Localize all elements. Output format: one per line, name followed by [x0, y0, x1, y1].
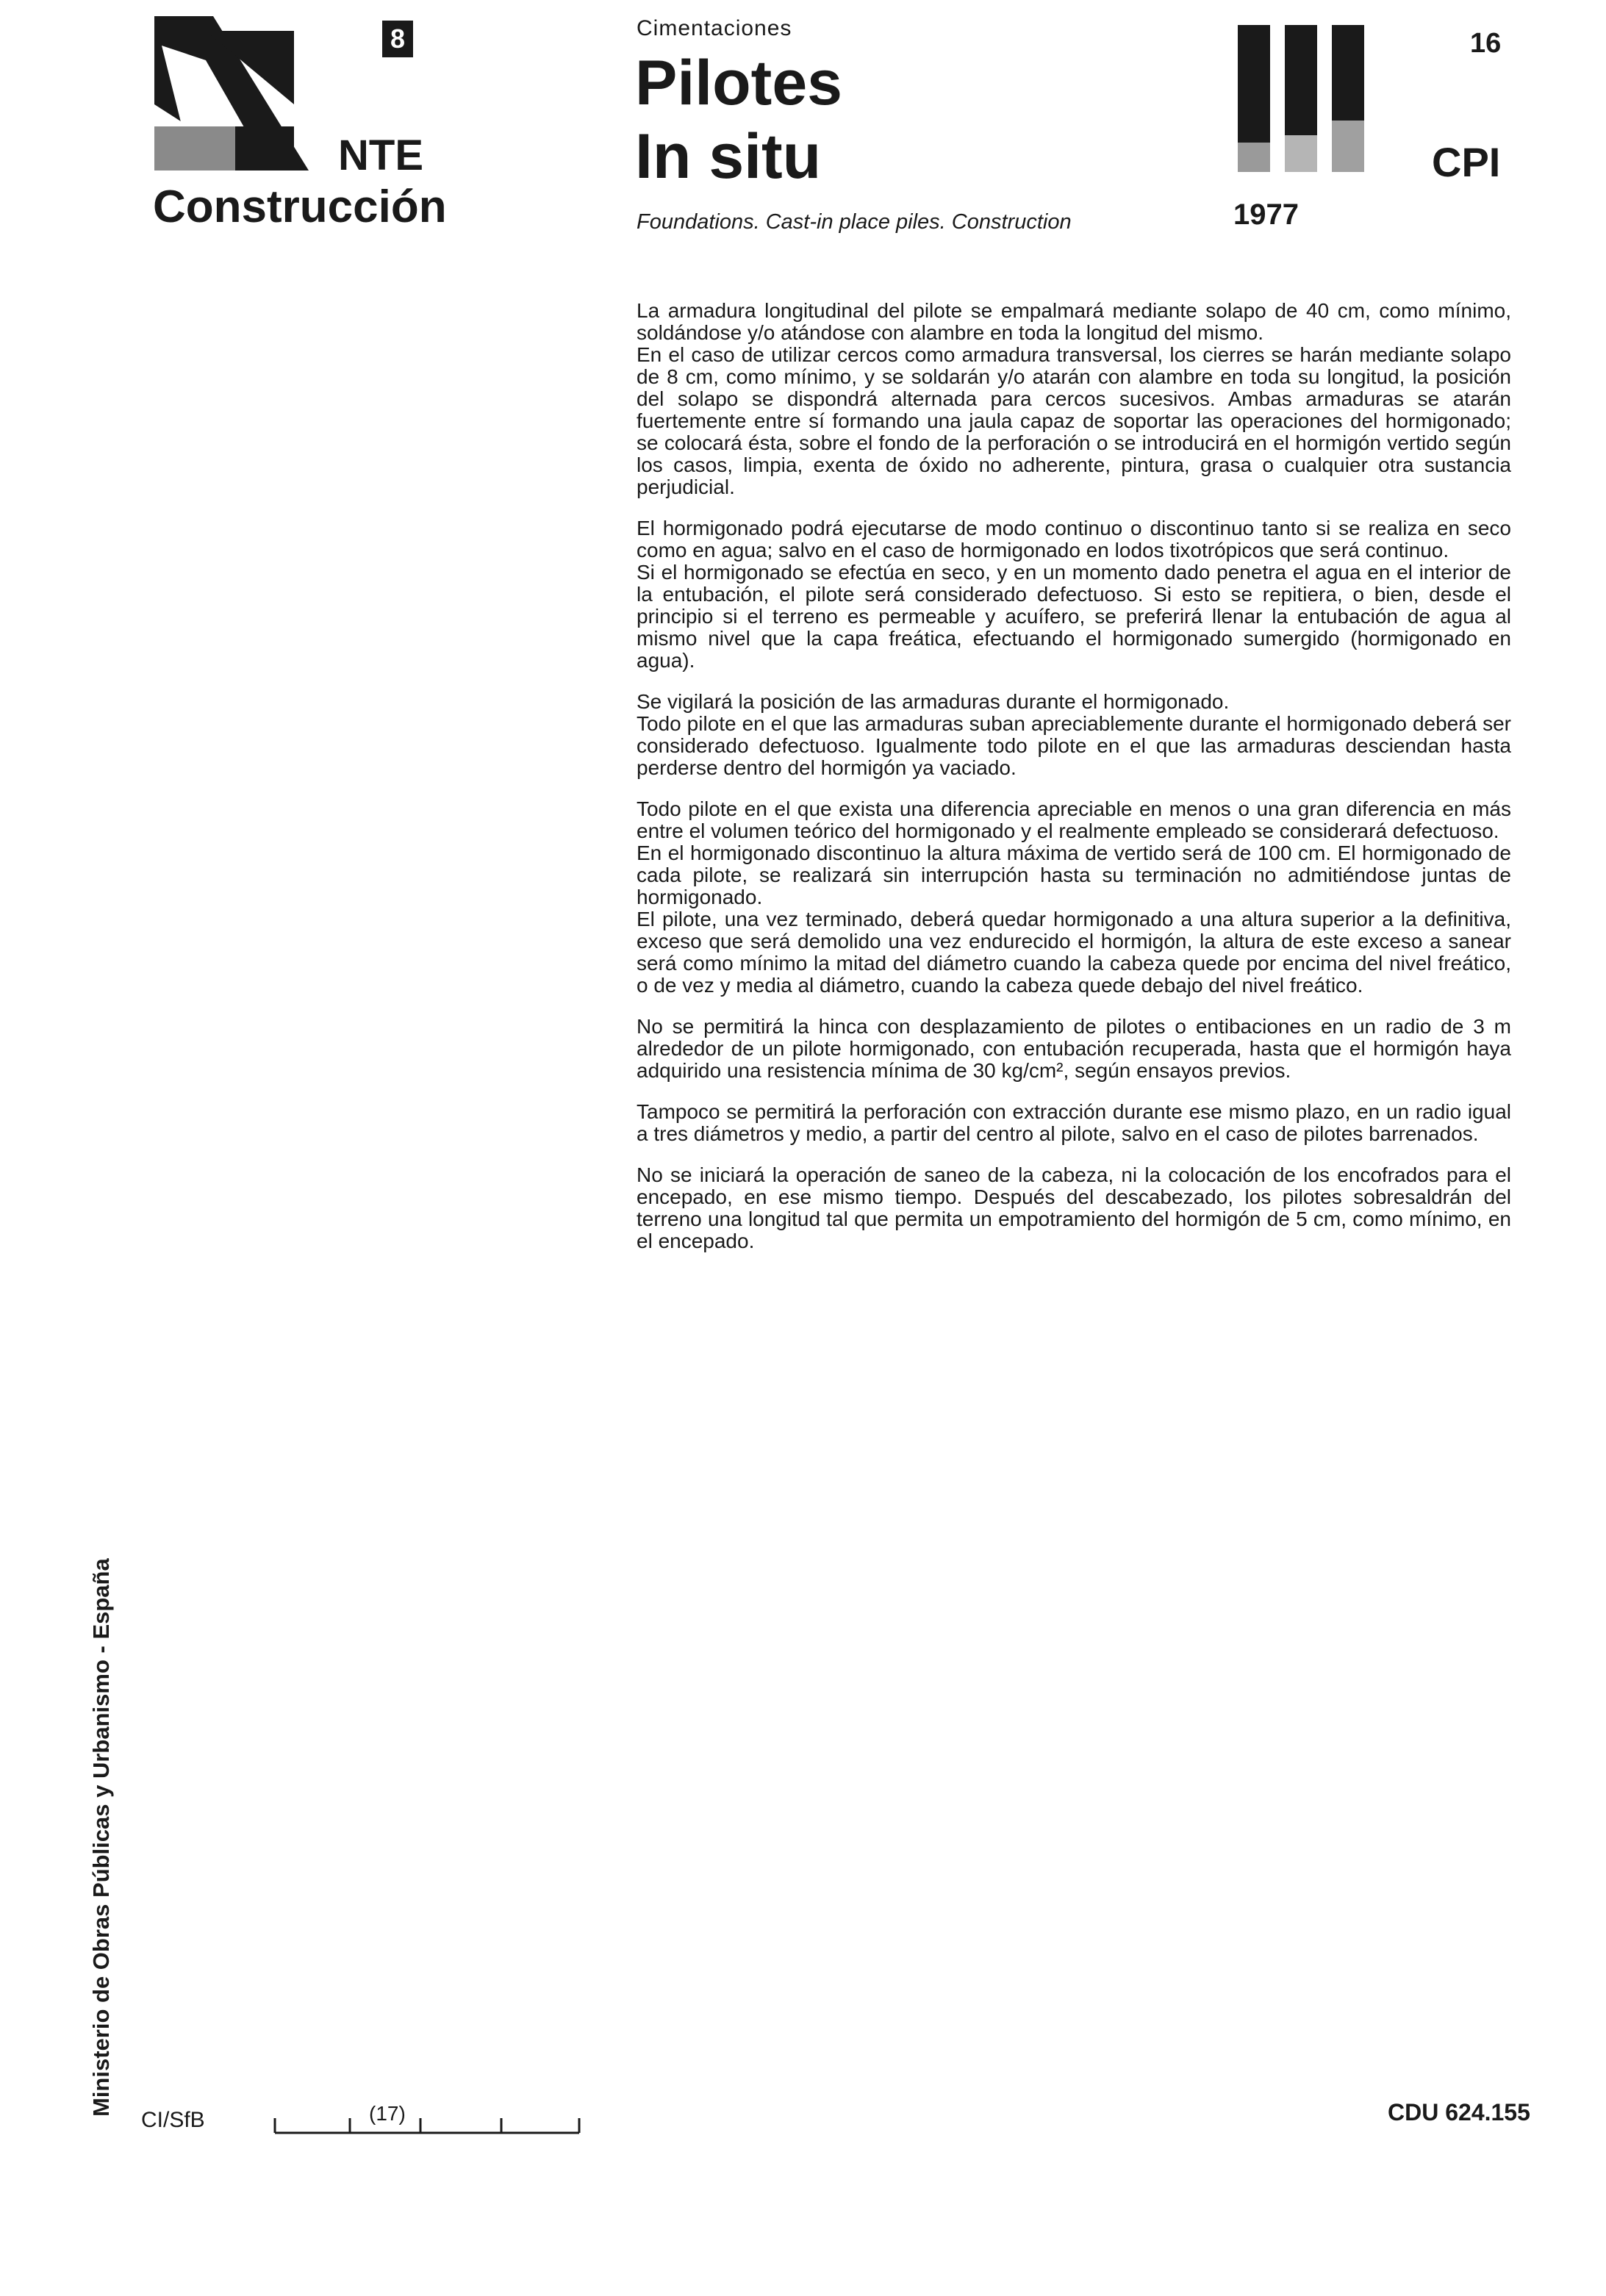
document-code: CPI — [1432, 139, 1501, 185]
paragraph: El hormigonado podrá ejecutarse de modo continuo o discontinuo tanto si se realiza en seco como en agua; salvo en el caso de hormigonado en lodos tixotrópicos que será continuo. Si el hormigonado se efectúa en seco, y en un momento dado penetra el agua en el interior de la entubación, el pilote será considerado defectuoso. Si esto se repitiera, o bien, desde el principio si el terreno es permeable y acuífero, se preferirá llenar la entubación de agua al mismo nivel que la capa freática, efectuando el hormigonado sumergido (hormigonado en agua). — [637, 517, 1511, 672]
cdu-code: CDU 624.155 — [1388, 2099, 1530, 2125]
paragraph: Se vigilará la posición de las armaduras durante el hormigonado. Todo pilote en el que las armaduras suban apreciablemente durante el hormigonado deberá ser considerado defectuoso. Igualmente todo pilote en el que las armaduras desciendan hasta perderse dentro del hormigón ya vaciado. — [637, 690, 1511, 779]
paragraph: La armadura longitudinal del pilote se empalmará mediante solapo de 40 cm, como mínimo, soldándose y/o atándose con alambre en toda la longitud del mismo. En el caso de utilizar cercos como armadura transversal, los cierres se harán mediante solapo de 8 cm, como mínimo, y se soldarán y/o atarán con alambre en toda su longitud, la posición del solapo se dispondrá alternada para cercos sucesivos. Ambas armaduras se atarán fuertemente entre sí formando una jaula capaz de soportar las operaciones del hormigonado; se colocará ésta, sobre el fondo de la perforación o se introducirá en el hormigón vertido según los casos, limpia, exenta de óxido no adherente, pintura, grasa o cualquier otra sustancia perjudicial. — [637, 299, 1511, 498]
body-text — [637, 300, 1511, 1271]
classification-box-number: (17) — [369, 2102, 406, 2125]
cisfb-label: CI/SfB — [141, 2108, 205, 2132]
paragraph: Tampoco se permitirá la perforación con extracción durante ese mismo plazo, en un radio igual a tres diámetros y medio, a partir del centro al pilote, salvo en el caso de pilotes barrenados. — [637, 1100, 1511, 1145]
paragraph: Todo pilote en el que exista una diferencia apreciable en menos o una gran diferencia en más entre el volumen teórico del hormigonado y el realmente empleado se considerará defectuoso. En el hormigonado discontinuo la altura máxima de vertido será de 100 cm. El hormigonado de cada pilote, se realizará sin interrupción hasta su terminación no admitiéndose juntas de hormigonado. El pilote, una vez terminado, deberá quedar hormigonado a una altura superior a la definitiva, exceso que será demolido una vez endurecido el hormigón, la altura de este exceso a sanear será como mínimo la mitad del diámetro cuando la cabeza quede por encima del nivel freático, o de vez y media al diámetro, cuando la cabeza quede debajo del nivel freático. — [637, 797, 1511, 997]
nte-trowel-logo — [154, 16, 309, 171]
section-label: Construcción — [153, 182, 447, 232]
chapter-badge: 8 — [382, 21, 413, 57]
classification-boxes — [273, 2103, 581, 2134]
classification-bars-icon — [1238, 25, 1392, 179]
page-title-line2: In situ — [635, 121, 822, 192]
ministry-label: Ministerio de Obras Públicas y Urbanismo - España — [88, 1558, 114, 2117]
nte-label: NTE — [338, 132, 423, 179]
publication-year: 1977 — [1233, 198, 1299, 231]
paragraph: No se iniciará la operación de saneo de la cabeza, ni la colocación de los encofrados para el encepado, en ese mismo tiempo. Después del descabezado, los pilotes sobresaldrán del terreno una longitud tal que permita un empotramiento del hormigón de 5 cm, como mínimo, en el encepado. — [637, 1163, 1511, 1252]
paragraph: No se permitirá la hinca con desplazamiento de pilotes o entibaciones en un radio de 3 m alrededor de un pilote hormigonado, con entubación recuperada, hasta que el hormigón haya adquirido una resistencia mínima de 30 kg/cm², según ensayos previos. — [637, 1015, 1511, 1082]
category-label: Cimentaciones — [637, 16, 792, 40]
sheet-number: 16 — [1470, 28, 1502, 59]
english-subtitle: Foundations. Cast-in place piles. Construction — [637, 210, 1072, 234]
page-title-line1: Pilotes — [635, 48, 842, 118]
